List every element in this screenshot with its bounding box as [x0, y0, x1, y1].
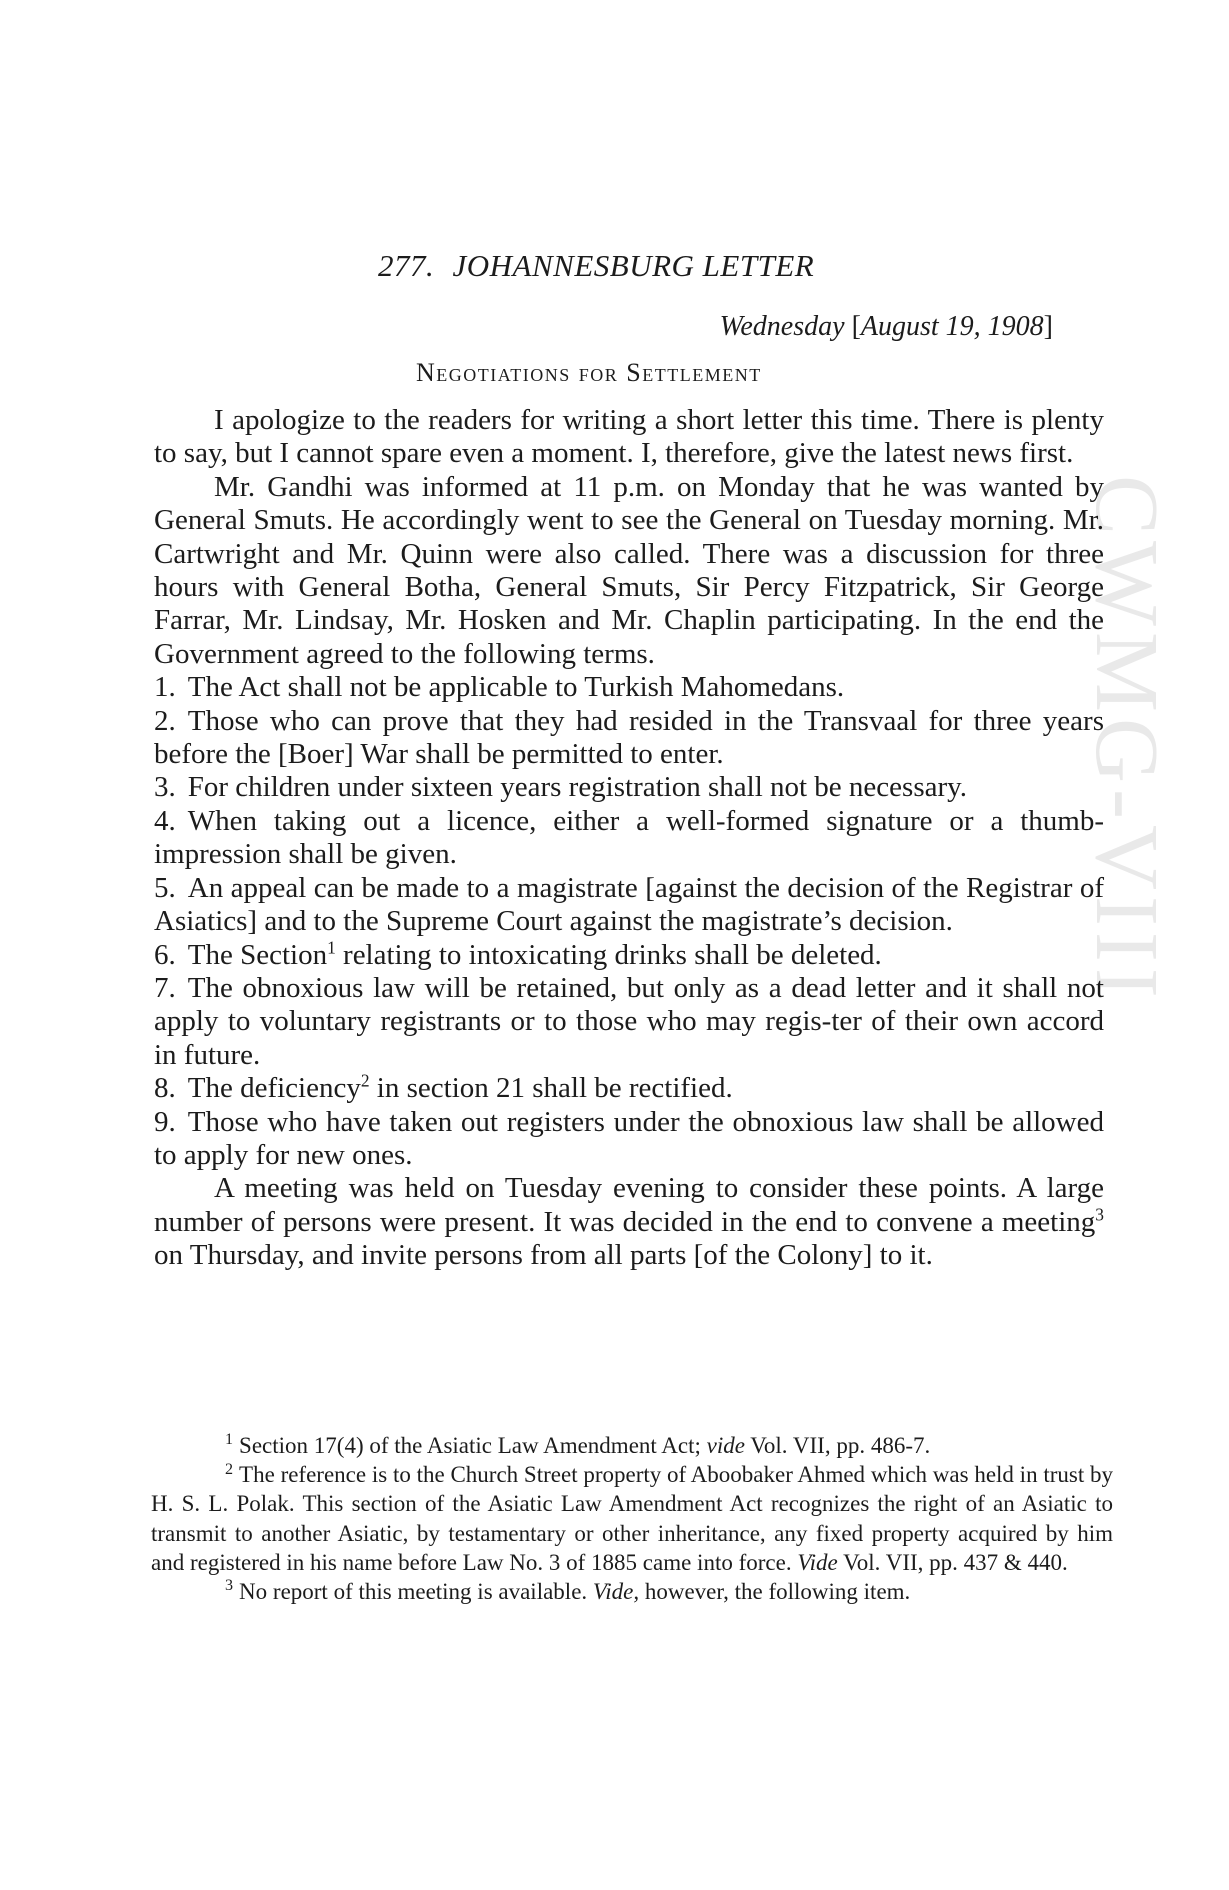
dateline-date: August 19, 1908	[860, 311, 1044, 342]
dateline-open-bracket: [	[851, 311, 861, 342]
footnote-mark: 3	[225, 1577, 234, 1595]
letter-body	[154, 404, 1104, 1273]
term-number: 5.	[154, 871, 176, 904]
term-number: 3.	[154, 771, 176, 804]
footnote-mark: 2	[225, 1460, 234, 1478]
dateline	[720, 311, 1053, 343]
body-paragraph	[154, 1172, 1104, 1272]
footnote	[151, 1577, 1113, 1606]
term-text: Those who can prove that they had resided in the Transvaal for three years before the [Boer] War shall be permitted to enter.	[154, 704, 1104, 771]
term-item	[154, 872, 1104, 939]
watermark: CWMG-VIII	[1077, 475, 1176, 1004]
heading-number: 277.	[378, 248, 435, 283]
term-number: 9.	[154, 1105, 176, 1138]
term-item	[154, 705, 1104, 772]
footnote-ref: 2	[360, 1070, 370, 1091]
term-item	[154, 936, 1104, 972]
term-text: in section 21 shall be rectified.	[369, 1072, 733, 1105]
term-text: An appeal can be made to a magistrate [against the decision of the Registrar of Asiatics] and to the Supreme Court against the magistrate’s decision.	[154, 871, 1104, 938]
term-number: 7.	[154, 971, 176, 1004]
section-subheading: Negotiations for Settlement	[416, 358, 762, 387]
closing-text: A meeting was held on Tuesday evening to consider these points. A large number of persons were present. It was decided in the end to convene a meeting	[154, 1172, 1104, 1238]
footnote-italic: Vide	[797, 1549, 838, 1575]
term-item	[154, 1106, 1104, 1173]
footnote-text: Section 17(4) of the Asiatic Law Amendment Act;	[239, 1433, 707, 1458]
body-paragraph: Mr. Gandhi was informed at 11 p.m. on Monday that he was wanted by General Smuts. He accordingly went to see the General on Tuesday morning. Mr. Cartwright and Mr. Quinn were also called. There was a discussion for three hours with General Botha, General Smuts, Sir Percy Fitzpatrick, Sir George Farrar, Mr. Lindsay, Mr. Hosken and Mr. Chaplin participating. In the end the Government agreed to the following terms.	[154, 470, 1104, 670]
term-number: 8.	[154, 1072, 176, 1105]
term-item	[154, 1072, 1104, 1105]
term-text: The deficiency	[187, 1072, 361, 1105]
body-paragraph: I apologize to the readers for writing a short letter this time. There is plenty to say, but I cannot spare even a moment. I, therefore, give the latest news first.	[154, 404, 1104, 470]
term-number: 6.	[154, 938, 176, 971]
footnote	[151, 1460, 1113, 1577]
term-item	[154, 771, 1104, 804]
term-number: 1.	[154, 671, 176, 704]
term-item	[154, 972, 1104, 1072]
footnote-text: The reference is to the Church Street property of Aboobaker Ahmed which was held in trust by H. S. L. Polak. This section of the Asiatic Law Amendment Act recognizes the right of an Asiatic to transmit to another Asiatic, by testamentary or other inheritance, any fixed property acquired by him and registered in his name before Law No. 3 of 1885 came into force.	[151, 1462, 1113, 1575]
term-text: The Act shall not be applicable to Turkish Mahomedans.	[187, 671, 845, 704]
term-item	[154, 805, 1104, 872]
term-number: 4.	[154, 804, 176, 837]
term-text: The obnoxious law will be retained, but only as a dead letter and it shall not apply to voluntary registrants or to those who may regis-ter of their own accord in future.	[154, 971, 1104, 1071]
term-text: The Section	[187, 938, 328, 971]
term-number: 2.	[154, 704, 176, 737]
footnote-italic: Vide,	[592, 1579, 640, 1605]
footnote-mark: 1	[225, 1431, 234, 1449]
footnote-text: Vol. VII, pp. 437 & 440.	[837, 1549, 1068, 1575]
dateline-close-bracket: ]	[1043, 311, 1053, 342]
term-text: Those who have taken out registers under the obnoxious law shall be allowed to apply for new ones.	[154, 1105, 1104, 1171]
footnote-text: however, the following item.	[639, 1579, 911, 1605]
footnote-ref: 1	[327, 936, 336, 957]
heading-title: JOHANNESBURG LETTER	[452, 248, 815, 283]
closing-text: on Thursday, and invite persons from all parts [of the Colony] to it.	[154, 1239, 933, 1272]
term-text: When taking out a licence, either a well-formed signature or a thumb-impression shall be given.	[154, 804, 1104, 871]
term-text: For children under sixteen years registration shall not be necessary.	[187, 771, 968, 804]
footnote-text: No report of this meeting is available.	[239, 1579, 593, 1605]
footnote-text: Vol. VII, pp. 486-7.	[744, 1433, 931, 1458]
footnote	[151, 1431, 1113, 1460]
term-text: relating to intoxicating drinks shall be deleted.	[335, 938, 882, 971]
letter-heading	[378, 248, 814, 284]
footnotes	[151, 1431, 1113, 1606]
term-item	[154, 671, 1104, 704]
footnote-italic: vide	[706, 1433, 745, 1458]
footnote-ref: 3	[1095, 1204, 1104, 1225]
dateline-day: Wednesday	[719, 311, 845, 342]
